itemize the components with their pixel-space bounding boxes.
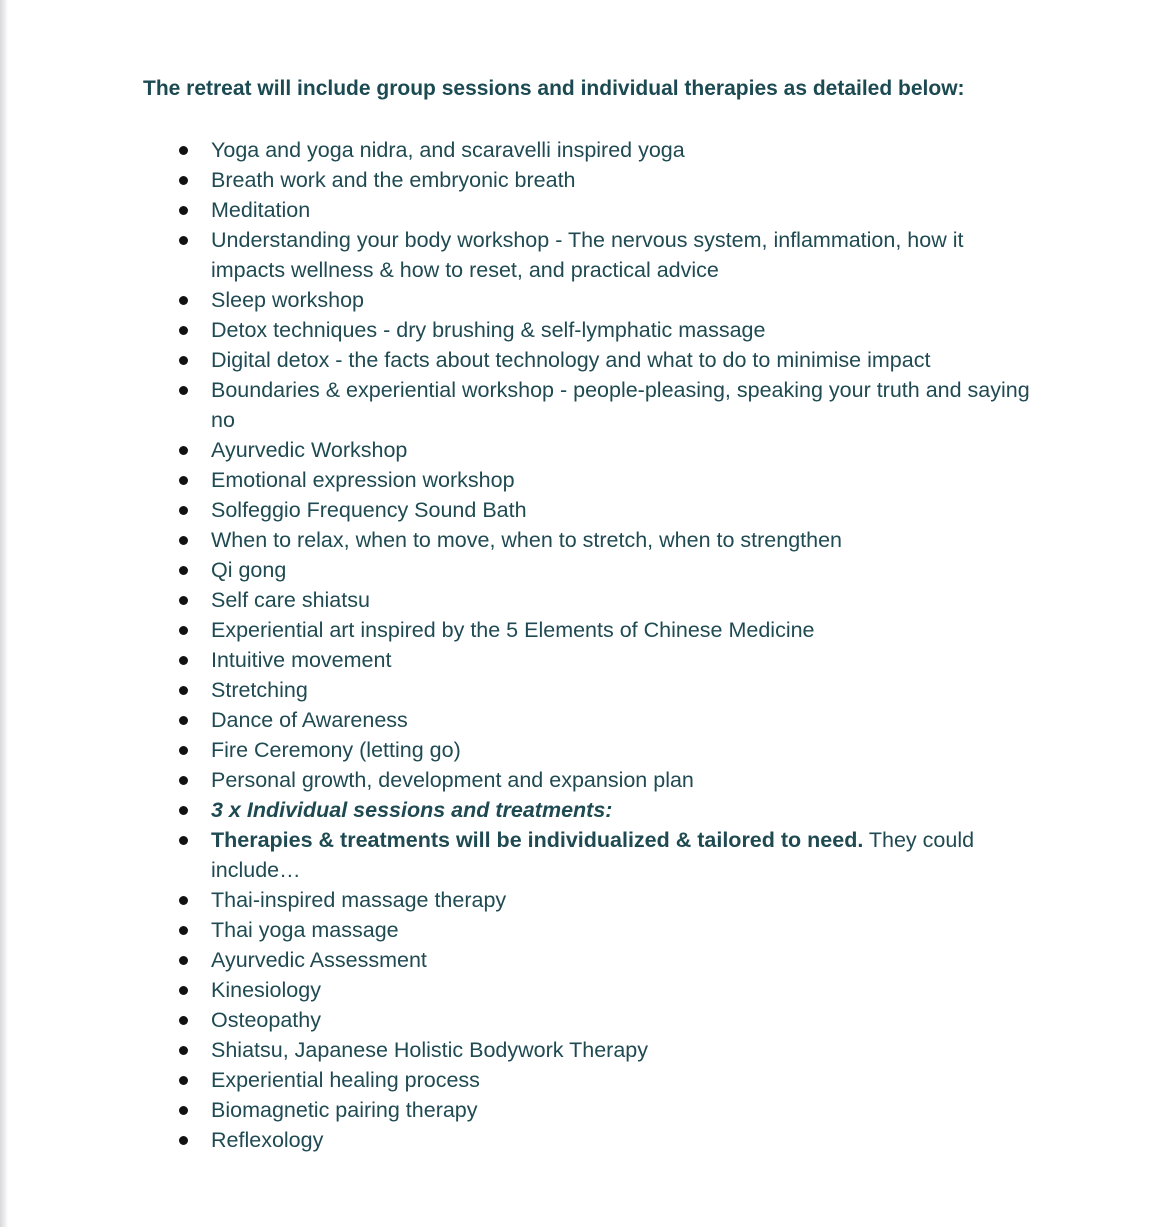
bullet-icon — [179, 656, 188, 665]
bullet-icon — [179, 956, 188, 965]
bullet-icon — [179, 1016, 188, 1025]
bullet-icon — [179, 716, 188, 725]
bullet-icon — [179, 356, 188, 365]
bullet-icon — [179, 176, 188, 185]
bullet-icon — [179, 146, 188, 155]
bullet-icon — [179, 746, 188, 755]
treatment-item: Thai yoga massage — [143, 915, 1043, 945]
bullet-icon — [179, 806, 188, 815]
list-item: When to relax, when to move, when to stretch, when to strengthen — [143, 525, 1043, 555]
treatment-item: Thai-inspired massage therapy — [143, 885, 1043, 915]
therapies-note-rest: They could include… — [211, 828, 975, 882]
list-item: Sleep workshop — [143, 285, 1043, 315]
list-item: Understanding your body workshop - The nervous system, inflammation, how it impacts wellness & how to reset, and practical advice — [143, 225, 1043, 285]
bullet-icon — [179, 236, 188, 245]
bullet-icon — [179, 536, 188, 545]
list-item: Experiential art inspired by the 5 Elements of Chinese Medicine — [143, 615, 1043, 645]
bullet-icon — [179, 506, 188, 515]
bullet-icon — [179, 566, 188, 575]
bullet-icon — [179, 326, 188, 335]
sessions-heading: 3 x Individual sessions and treatments: — [211, 798, 613, 822]
bullet-icon — [179, 386, 188, 395]
list-item: Detox techniques - dry brushing & self-lymphatic massage — [143, 315, 1043, 345]
list-item: Yoga and yoga nidra, and scaravelli inspired yoga — [143, 135, 1043, 165]
list-item: Intuitive movement — [143, 645, 1043, 675]
treatment-item: Experiential healing process — [143, 1065, 1043, 1095]
list-item: Ayurvedic Workshop — [143, 435, 1043, 465]
treatment-item: Osteopathy — [143, 1005, 1043, 1035]
activity-list — [143, 135, 1043, 1155]
bullet-icon — [179, 926, 188, 935]
bullet-icon — [179, 206, 188, 215]
list-item: Boundaries & experiential workshop - people-pleasing, speaking your truth and saying no — [143, 375, 1043, 435]
list-item: Emotional expression workshop — [143, 465, 1043, 495]
bullet-icon — [179, 1046, 188, 1055]
document-body — [143, 74, 1043, 1155]
bullet-icon — [179, 686, 188, 695]
bullet-icon — [179, 776, 188, 785]
treatment-item: Ayurvedic Assessment — [143, 945, 1043, 975]
treatment-item: Shiatsu, Japanese Holistic Bodywork Therapy — [143, 1035, 1043, 1065]
bullet-icon — [179, 446, 188, 455]
list-item: Digital detox - the facts about technology and what to do to minimise impact — [143, 345, 1043, 375]
bullet-icon — [179, 296, 188, 305]
sessions-heading-item — [143, 795, 1043, 825]
bullet-icon — [179, 476, 188, 485]
list-item: Solfeggio Frequency Sound Bath — [143, 495, 1043, 525]
list-item: Meditation — [143, 195, 1043, 225]
list-item: Fire Ceremony (letting go) — [143, 735, 1043, 765]
bullet-icon — [179, 1076, 188, 1085]
list-item: Dance of Awareness — [143, 705, 1043, 735]
treatment-item: Reflexology — [143, 1125, 1043, 1155]
therapies-note-bold: Therapies & treatments will be individualized & tailored to need. — [211, 828, 864, 852]
intro-heading: The retreat will include group sessions and individual therapies as detailed below: — [143, 77, 965, 100]
bullet-icon — [179, 1136, 188, 1145]
treatment-item: Biomagnetic pairing therapy — [143, 1095, 1043, 1125]
bullet-icon — [179, 626, 188, 635]
list-item: Stretching — [143, 675, 1043, 705]
list-item: Self care shiatsu — [143, 585, 1043, 615]
bullet-icon — [179, 1106, 188, 1115]
bullet-icon — [179, 986, 188, 995]
bullet-icon — [179, 896, 188, 905]
therapies-note-item — [143, 825, 1043, 885]
bullet-icon — [179, 836, 188, 845]
list-item: Personal growth, development and expansion plan — [143, 765, 1043, 795]
treatment-item: Kinesiology — [143, 975, 1043, 1005]
bullet-icon — [179, 596, 188, 605]
list-item: Breath work and the embryonic breath — [143, 165, 1043, 195]
list-item: Qi gong — [143, 555, 1043, 585]
page-edge-shadow — [0, 0, 8, 1227]
